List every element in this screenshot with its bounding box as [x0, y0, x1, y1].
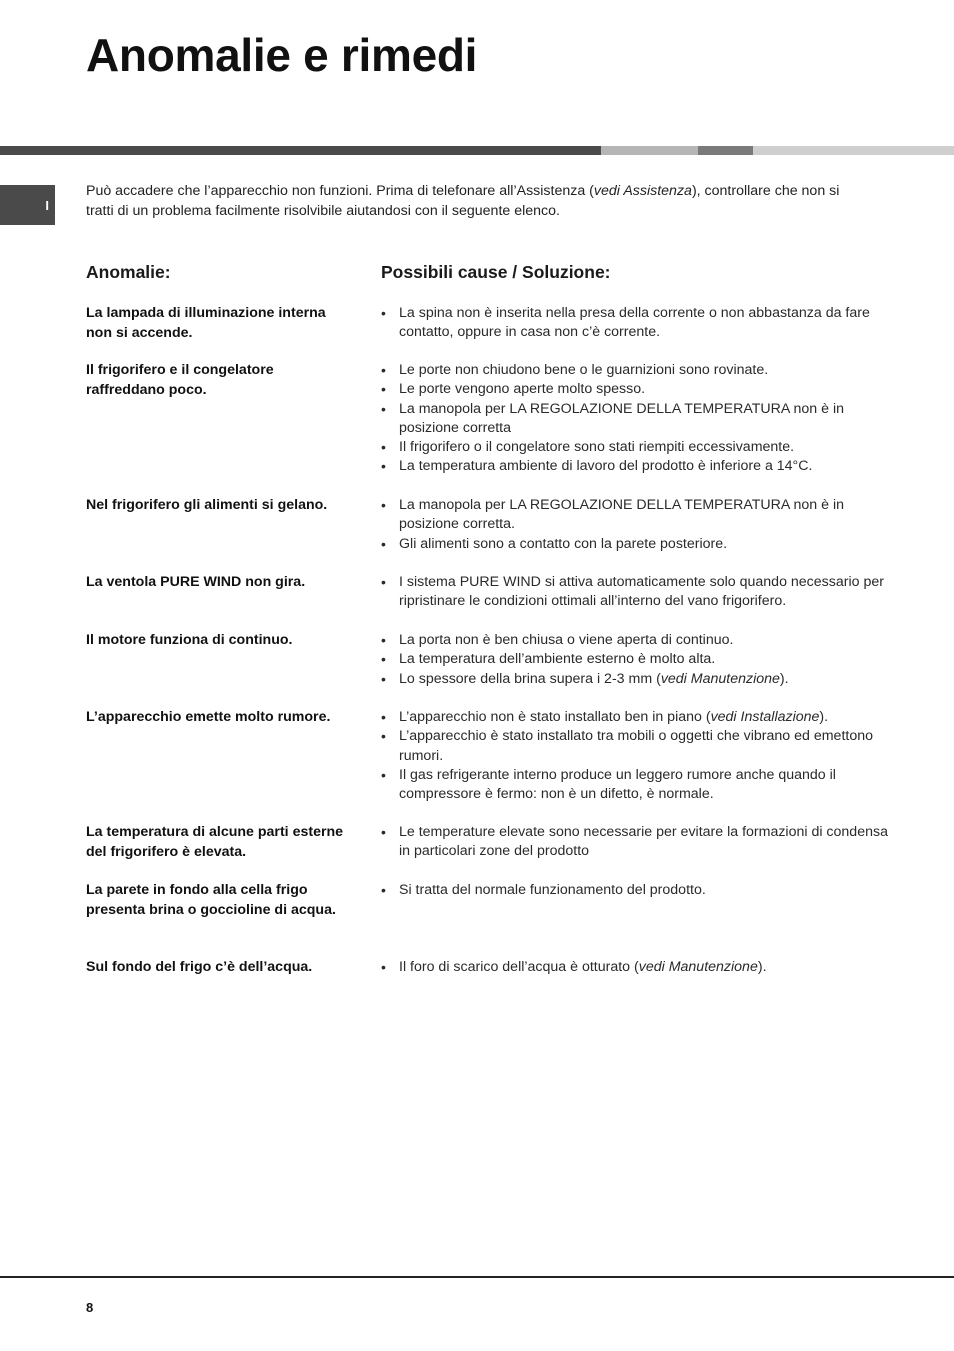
- cause-item: [381, 823, 901, 862]
- problem-text: Nel frigorifero gli alimenti si gelano.: [86, 497, 328, 513]
- cause-text: L’apparecchio è stato installato tra mobili o oggetti che vibrano ed emettono rumori.: [399, 728, 873, 764]
- problem-text: La lampada di illuminazione interna non si accende.: [86, 305, 326, 341]
- cause-text: Il frigorifero o il congelatore sono stati riempiti eccessivamente.: [399, 439, 795, 456]
- cause-item: [381, 881, 901, 900]
- problem-text: Il motore funziona di continuo.: [86, 632, 293, 648]
- intro-reference: vedi Assistenza: [593, 183, 692, 199]
- header-rule-segment: [698, 146, 753, 155]
- cause-item: [381, 361, 901, 380]
- causes-list: [381, 496, 901, 554]
- intro-paragraph: [86, 181, 846, 221]
- causes-list: [381, 573, 901, 612]
- footer-rule: [0, 1276, 954, 1278]
- cause-text: Gli alimenti sono a contatto con la parete posteriore.: [399, 535, 728, 552]
- cause-item: [381, 573, 901, 612]
- header-rule-segment: [753, 146, 954, 155]
- cause-reference: vedi Manutenzione: [638, 959, 758, 975]
- cause-text: L’apparecchio non è stato installato ben in piano (: [399, 709, 711, 725]
- cause-item: [381, 496, 901, 535]
- cause-item: [381, 670, 901, 689]
- cause-reference: vedi Manutenzione: [660, 670, 780, 687]
- cause-item: [381, 650, 901, 669]
- cause-text: La spina non è inserita nella presa della corrente o non abbastanza da fare contatto, oppure in casa non c’è corrente.: [399, 305, 870, 341]
- cause-item: [381, 958, 901, 977]
- problem-text: La ventola PURE WIND non gira.: [86, 574, 306, 590]
- cause-text: La porta non è ben chiusa o viene aperta di continuo.: [399, 632, 734, 648]
- cause-item: [381, 727, 901, 766]
- cause-reference: vedi Installazione: [710, 709, 820, 725]
- problem-text: Il frigorifero e il congelatore raffreddano poco.: [86, 362, 274, 398]
- cause-text: Il foro di scarico dell’acqua è otturato (: [399, 959, 639, 975]
- page-number: 8: [86, 1300, 94, 1315]
- cause-text-end: ).: [779, 670, 789, 687]
- header-rule-segment: [601, 146, 698, 155]
- problem-text: L’apparecchio emette molto rumore.: [86, 709, 331, 725]
- cause-text: La temperatura dell’ambiente esterno è molto alta.: [399, 651, 716, 668]
- cause-text: Le porte vengono aperte molto spesso.: [399, 381, 646, 398]
- causes-list: [381, 361, 901, 477]
- cause-text-end: ).: [819, 709, 829, 725]
- causes-list: [381, 708, 901, 804]
- problem-text: Sul fondo del frigo c’è dell’acqua.: [86, 959, 313, 975]
- causes-list: [381, 304, 901, 343]
- cause-text: Il gas refrigerante interno produce un leggero rumore anche quando il compressore è fermo: non è un difetto, è normale.: [399, 766, 836, 803]
- causes-list: [381, 823, 901, 862]
- cause-item: [381, 304, 901, 343]
- causes-list: [381, 881, 901, 900]
- cause-item: [381, 457, 901, 476]
- problem-text: La parete in fondo alla cella frigo presenta brina o goccioline di acqua.: [86, 882, 336, 918]
- cause-text: Le porte non chiudono bene o le guarnizioni sono rovinate.: [399, 362, 769, 378]
- intro-text-start: Può accadere che l’apparecchio non funzioni. Prima di telefonare all’Assistenza (: [86, 183, 594, 199]
- header-rule-segment: [0, 146, 601, 155]
- causes-column-header: Possibili cause / Soluzione:: [381, 262, 611, 282]
- cause-item: [381, 438, 901, 457]
- cause-item: [381, 400, 901, 439]
- cause-item: [381, 380, 901, 399]
- problems-column-header: Anomalie:: [86, 262, 171, 282]
- cause-item: [381, 535, 901, 554]
- causes-list: [381, 631, 901, 689]
- cause-text: La manopola per LA REGOLAZIONE DELLA TEMPERATURA non è in posizione corretta: [399, 400, 845, 436]
- intro-text-end: ), controllare che non si tratti di un problema facilmente risolvibile aiutandosi con il seguente elenco.: [86, 183, 840, 219]
- language-tab-label: I: [45, 197, 49, 213]
- cause-item: [381, 631, 901, 650]
- page-title: Anomalie e rimedi: [86, 29, 478, 81]
- cause-text: Si tratta del normale funzionamento del prodotto.: [399, 882, 706, 898]
- cause-item: [381, 708, 901, 727]
- cause-text: Lo spessore della brina supera i 2-3 mm (: [399, 670, 661, 687]
- cause-text: Le temperature elevate sono necessarie per evitare la formazioni di condensa in particolari zone del prodotto: [399, 824, 888, 860]
- language-tab: [0, 185, 55, 225]
- cause-text-end: ).: [757, 959, 767, 975]
- cause-text: I sistema PURE WIND si attiva automaticamente solo quando necessario per ripristinare le condizioni ottimali all’interno del vano frigorifero.: [399, 574, 884, 610]
- problem-text: La temperatura di alcune parti esterne del frigorifero è elevata.: [86, 824, 344, 860]
- cause-text: La manopola per LA REGOLAZIONE DELLA TEMPERATURA non è in posizione corretta.: [399, 497, 845, 533]
- causes-list: [381, 958, 901, 977]
- cause-item: [381, 766, 901, 805]
- cause-text: La temperatura ambiente di lavoro del prodotto è inferiore a 14°C.: [399, 458, 813, 475]
